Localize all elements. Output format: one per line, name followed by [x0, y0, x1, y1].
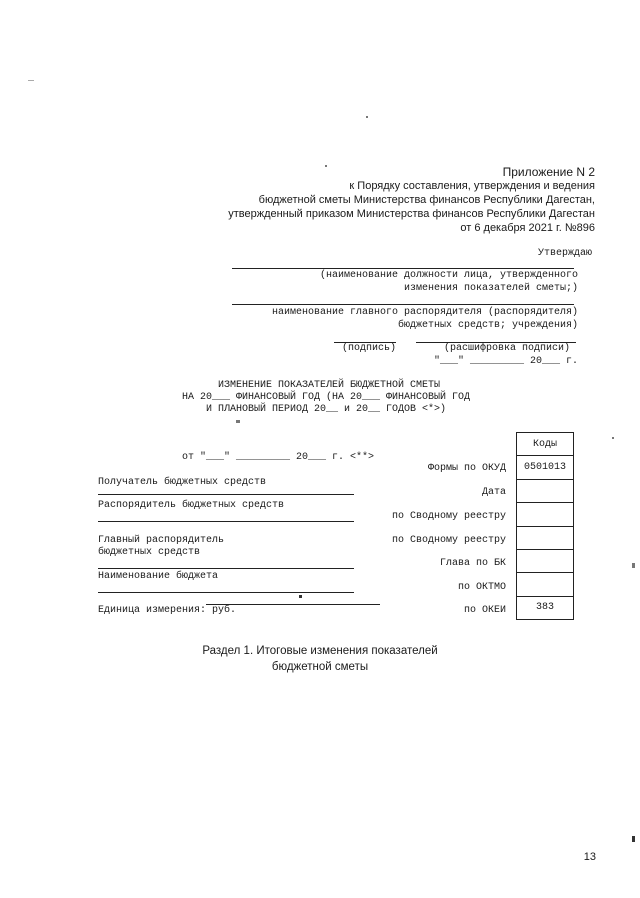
appendix-number: Приложение N 2	[502, 165, 595, 179]
manager-field-line	[98, 521, 354, 522]
scan-speck	[28, 80, 34, 81]
position-caption: (наименование должности лица, утвержденного	[319, 270, 578, 281]
form-title-year: НА 20___ ФИНАНСОВЫЙ ГОД (НА 20___ ФИНАНСОВЫЙ ГОД	[182, 392, 471, 403]
chapter-label: Глава по БК	[439, 558, 506, 569]
unit-line	[206, 604, 380, 605]
registry-code-1	[517, 503, 574, 526]
appendix-decree-line: утвержденный приказом Министерства финансов Республики Дагестан	[228, 208, 595, 220]
codes-table	[516, 432, 574, 620]
form-date: от "___" _________ 20___ г. <**>	[182, 452, 375, 463]
registry-label-1: по Сводному реестру	[391, 511, 506, 522]
manager-caption: наименование главного распорядителя (распорядителя)	[271, 307, 578, 318]
section-title: Раздел 1. Итоговые изменения показателей	[202, 645, 438, 657]
registry-label-2: по Сводному реестру	[391, 535, 506, 546]
scan-speck	[236, 420, 240, 423]
scan-speck	[612, 437, 614, 439]
okud-code: 0501013	[517, 456, 574, 479]
okud-label: Формы по ОКУД	[427, 463, 506, 474]
appendix-order-line: к Порядку составления, утверждения и ведения	[349, 180, 595, 192]
budget-name-label: Наименование бюджета	[98, 571, 219, 582]
date-code	[517, 479, 574, 502]
approval-date: "___" _________ 20___ г.	[433, 356, 578, 367]
okei-label: по ОКЕИ	[463, 605, 506, 616]
chief-manager-label-cont: бюджетных средств	[98, 547, 201, 558]
oktmo-label: по ОКТМО	[457, 582, 506, 593]
page-number: 13	[583, 851, 596, 863]
section-title-cont: бюджетной сметы	[271, 661, 369, 673]
unit-label: Единица измерения: руб.	[98, 605, 237, 616]
okei-code: 383	[517, 596, 574, 619]
approval-title: Утверждаю	[537, 248, 592, 259]
manager-line	[232, 304, 574, 305]
decoding-caption: (расшифровка подписи)	[444, 343, 571, 354]
budget-name-line	[98, 592, 354, 593]
manager-label: Распорядитель бюджетных средств	[98, 500, 285, 511]
chief-manager-line	[98, 568, 354, 569]
oktmo-code	[517, 573, 574, 596]
scan-speck	[632, 836, 635, 842]
form-title-period: И ПЛАНОВЫЙ ПЕРИОД 20__ и 20__ ГОДОВ <*>)	[206, 404, 447, 415]
scan-speck	[632, 563, 635, 568]
chief-manager-label: Главный распорядитель	[98, 535, 225, 546]
scan-speck	[325, 165, 327, 167]
registry-code-2	[517, 526, 574, 549]
scan-speck	[366, 116, 368, 118]
appendix-ministry-line: бюджетной сметы Министерства финансов Республики Дагестан,	[258, 194, 595, 206]
appendix-decree-date: от 6 декабря 2021 г. №896	[460, 222, 595, 234]
recipient-label: Получатель бюджетных средств	[98, 477, 267, 488]
form-title: ИЗМЕНЕНИЕ ПОКАЗАТЕЛЕЙ БЮДЖЕТНОЙ СМЕТЫ	[218, 380, 441, 391]
manager-caption-cont: бюджетных средств; учреждения)	[397, 320, 578, 331]
recipient-line	[98, 494, 354, 495]
chapter-code	[517, 549, 574, 572]
scan-speck	[299, 595, 302, 598]
signature-caption: (подпись)	[342, 343, 397, 354]
date-label: Дата	[481, 487, 506, 498]
position-line	[232, 268, 574, 269]
position-caption-cont: изменения показателей сметы;)	[403, 283, 578, 294]
codes-header: Коды	[517, 433, 574, 456]
